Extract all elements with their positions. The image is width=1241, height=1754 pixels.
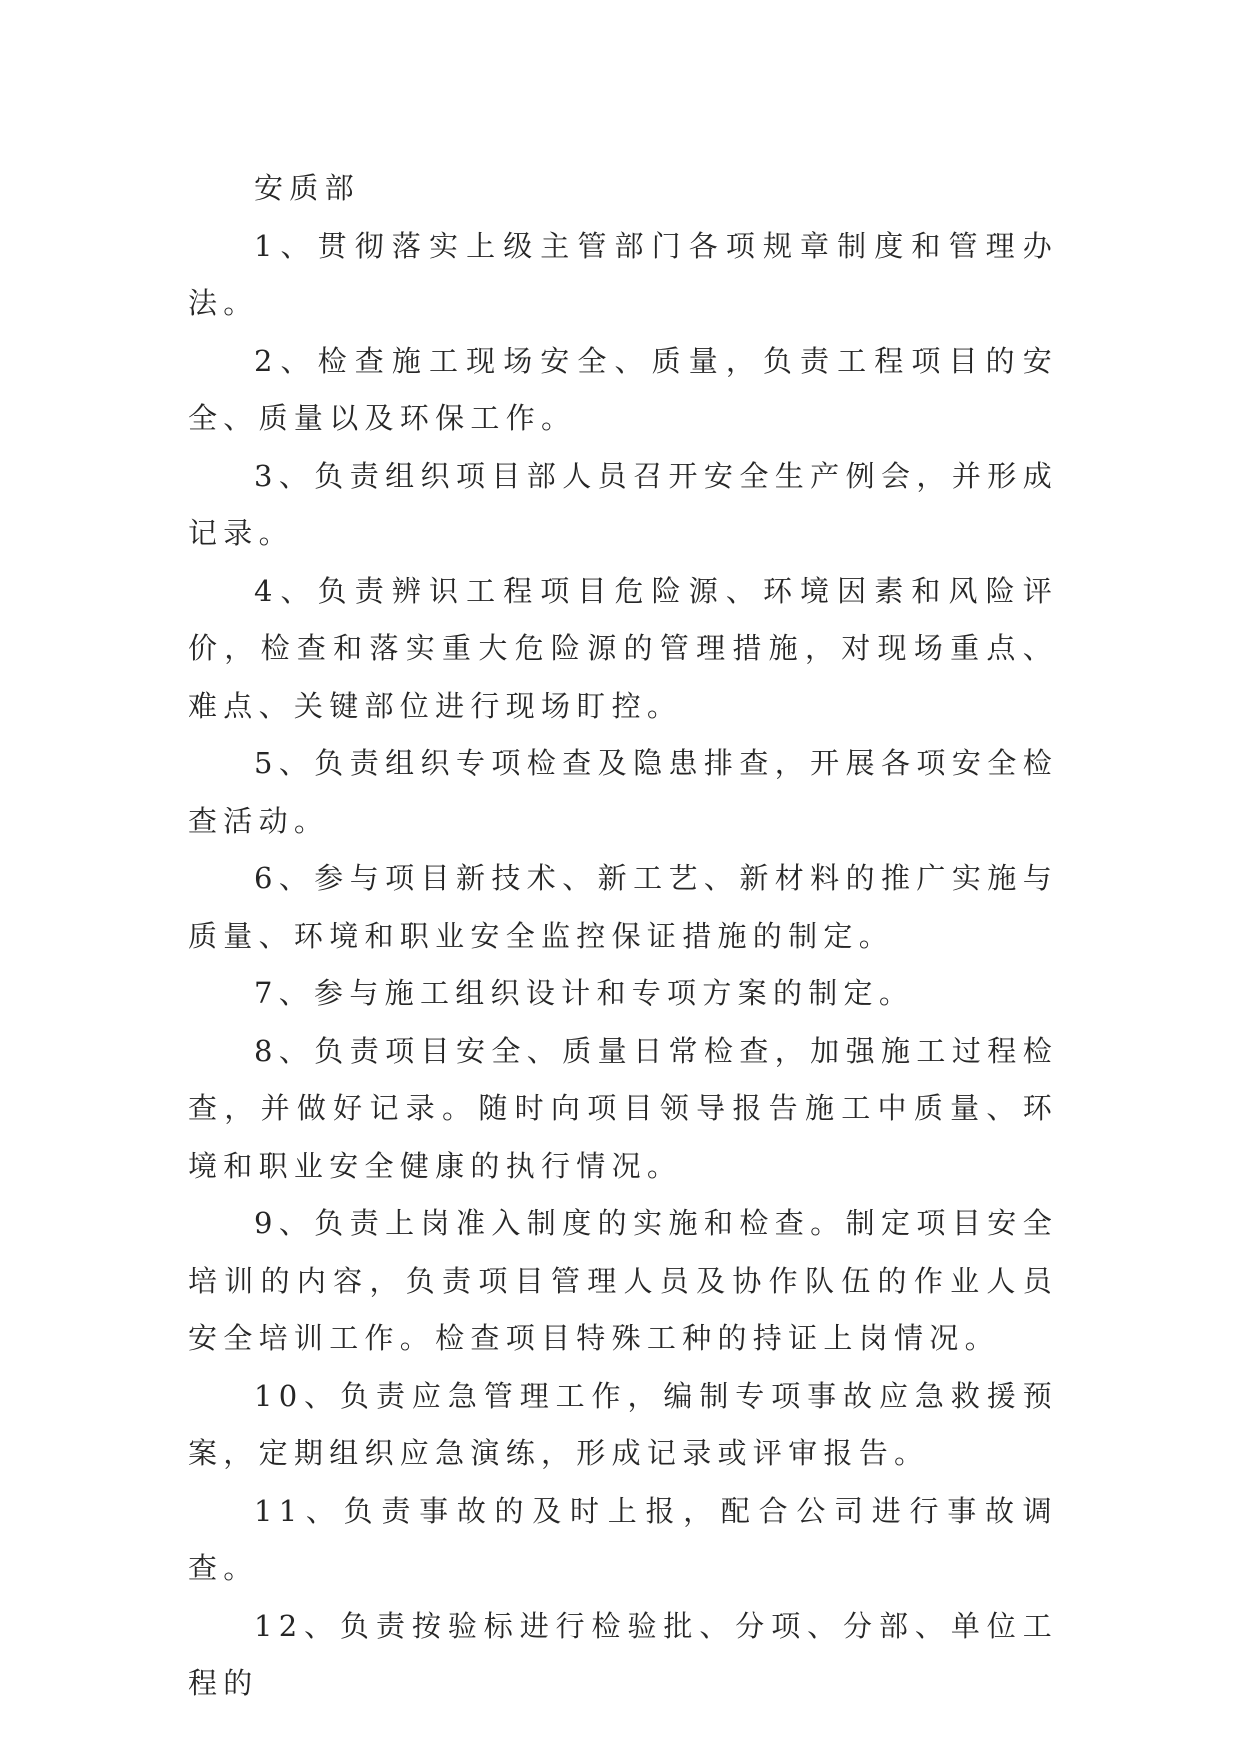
duty-item-1: 1、贯彻落实上级主管部门各项规章制度和管理办法。 xyxy=(188,228,1058,320)
duty-item-5: 5、负责组织专项检查及隐患排查，开展各项安全检查活动。 xyxy=(188,746,1058,838)
section-heading: 安质部 xyxy=(254,171,360,205)
document-body xyxy=(188,160,1058,1713)
duty-item-2: 2、检查施工现场安全、质量，负责工程项目的安全、质量以及环保工作。 xyxy=(188,343,1058,435)
duty-item-10: 10、负责应急管理工作，编制专项事故应急救援预案，定期组织应急演练，形成记录或评审报告。 xyxy=(188,1378,1058,1470)
duty-item-8: 8、负责项目安全、质量日常检查，加强施工过程检查，并做好记录。随时向项目领导报告施工中质量、环境和职业安全健康的执行情况。 xyxy=(188,1033,1058,1183)
duty-item-4: 4、负责辨识工程项目危险源、环境因素和风险评价，检查和落实重大危险源的管理措施，对现场重点、难点、关键部位进行现场盯控。 xyxy=(188,573,1058,723)
duty-item-9: 9、负责上岗准入制度的实施和检查。制定项目安全培训的内容，负责项目管理人员及协作队伍的作业人员安全培训工作。检查项目特殊工种的持证上岗情况。 xyxy=(188,1206,1058,1355)
duty-item-7: 7、参与施工组织设计和专项方案的制定。 xyxy=(254,976,915,1010)
duty-item-12: 12、负责按验标进行检验批、分项、分部、单位工程的 xyxy=(188,1608,1058,1700)
duty-item-6: 6、参与项目新技术、新工艺、新材料的推广实施与质量、环境和职业安全监控保证措施的制定。 xyxy=(188,861,1058,953)
duty-item-3: 3、负责组织项目部人员召开安全生产例会，并形成记录。 xyxy=(188,458,1058,550)
duty-item-11: 11、负责事故的及时上报，配合公司进行事故调查。 xyxy=(188,1493,1058,1585)
